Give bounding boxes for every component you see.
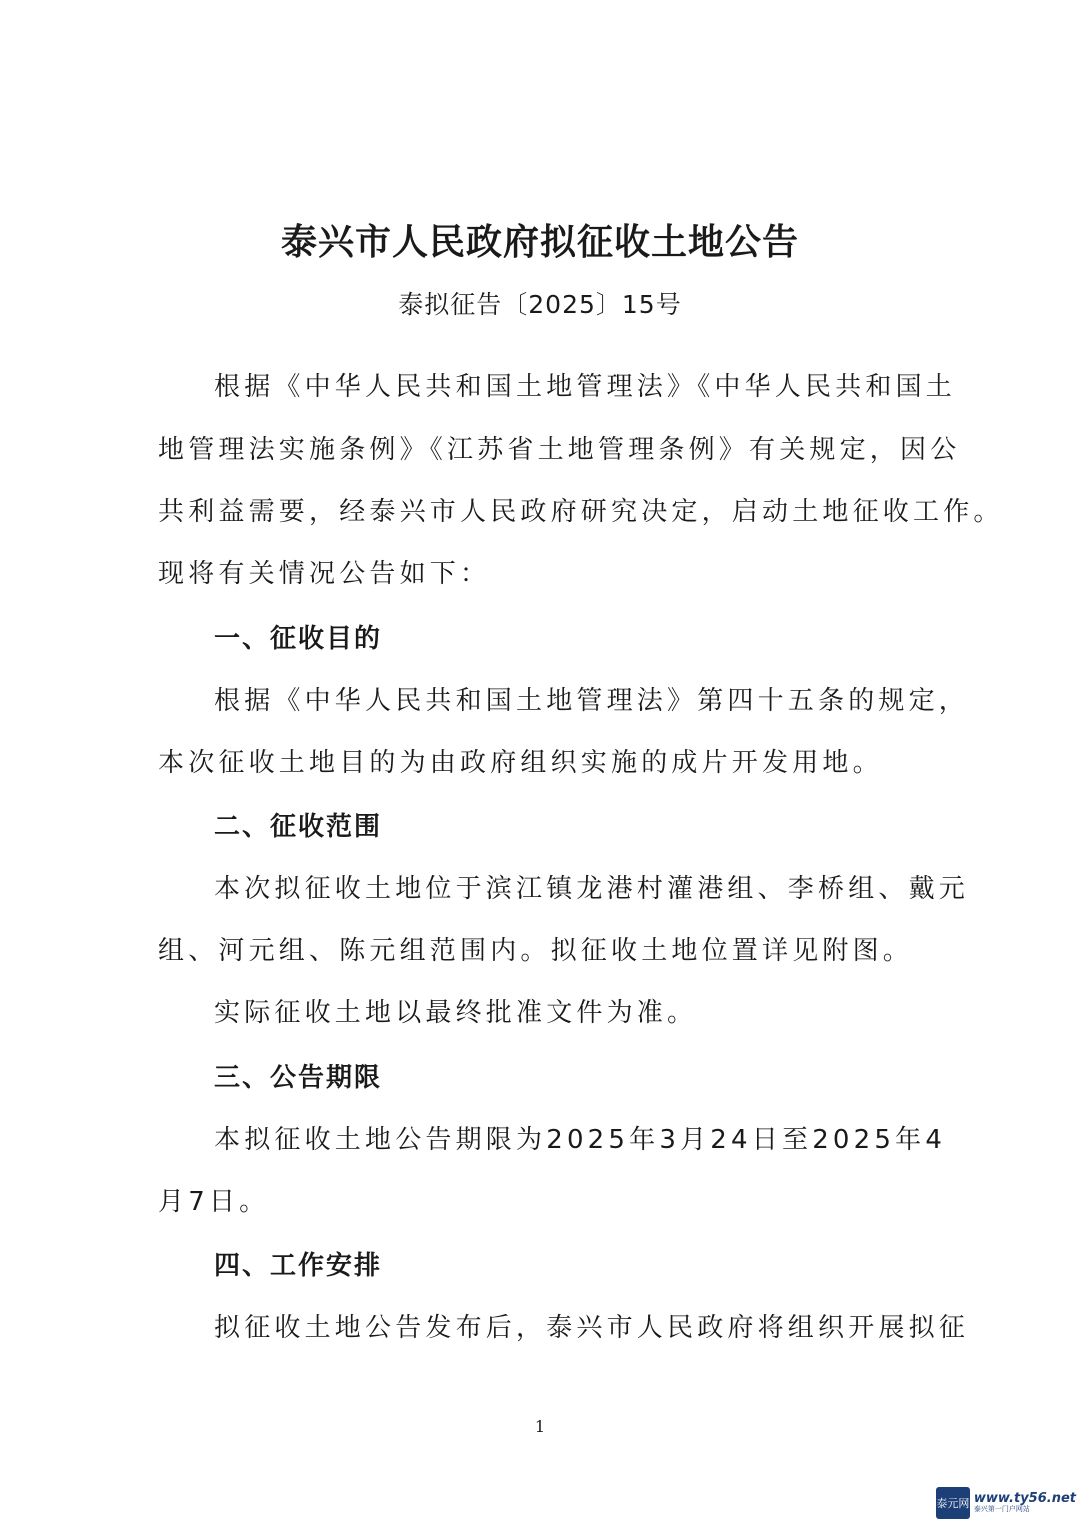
- section-line: 本次拟征收土地位于滨江镇龙港村灌港组、李桥组、戴元: [214, 874, 970, 904]
- watermark-text: [974, 1492, 1076, 1514]
- intro-line: 根据《中华人民共和国土地管理法》《中华人民共和国土: [214, 372, 957, 402]
- intro-line: 地管理法实施条例》《江苏省土地管理条例》有关规定，因公: [158, 435, 961, 465]
- intro-line: 共利益需要，经泰兴市人民政府研究决定，启动土地征收工作。: [158, 497, 1004, 527]
- section-line: 根据《中华人民共和国土地管理法》第四十五条的规定，: [214, 686, 970, 716]
- document-number: 泰拟征告〔2025〕15号: [398, 290, 682, 319]
- section-line: 本次征收土地目的为由政府组织实施的成片开发用地。: [158, 748, 883, 778]
- page-number: 1: [534, 1417, 546, 1436]
- watermark-subtitle: 泰兴第一门户网站: [973, 1505, 1030, 1514]
- site-watermark: [936, 1483, 1076, 1523]
- watermark-site: www.ty56.net: [973, 1491, 1076, 1506]
- section-line: 实际征收土地以最终批准文件为准。: [214, 998, 698, 1028]
- intro-line: 现将有关情况公告如下：: [158, 559, 491, 589]
- section-heading: 一、征收目的: [214, 624, 383, 654]
- section-heading: 四、工作安排: [214, 1251, 383, 1281]
- section-heading: 三、公告期限: [214, 1063, 383, 1093]
- section-line: 本拟征收土地公告期限为2025年3月24日至2025年4: [214, 1125, 947, 1155]
- section-line: 拟征收土地公告发布后，泰兴市人民政府将组织开展拟征: [214, 1313, 970, 1343]
- section-line: 月7日。: [158, 1187, 270, 1217]
- section-heading: 二、征收范围: [214, 812, 383, 842]
- watermark-logo: 泰元网: [936, 1487, 970, 1519]
- section-line: 组、河元组、陈元组范围内。拟征收土地位置详见附图。: [158, 936, 914, 966]
- document-title: 泰兴市人民政府拟征收土地公告: [280, 221, 799, 263]
